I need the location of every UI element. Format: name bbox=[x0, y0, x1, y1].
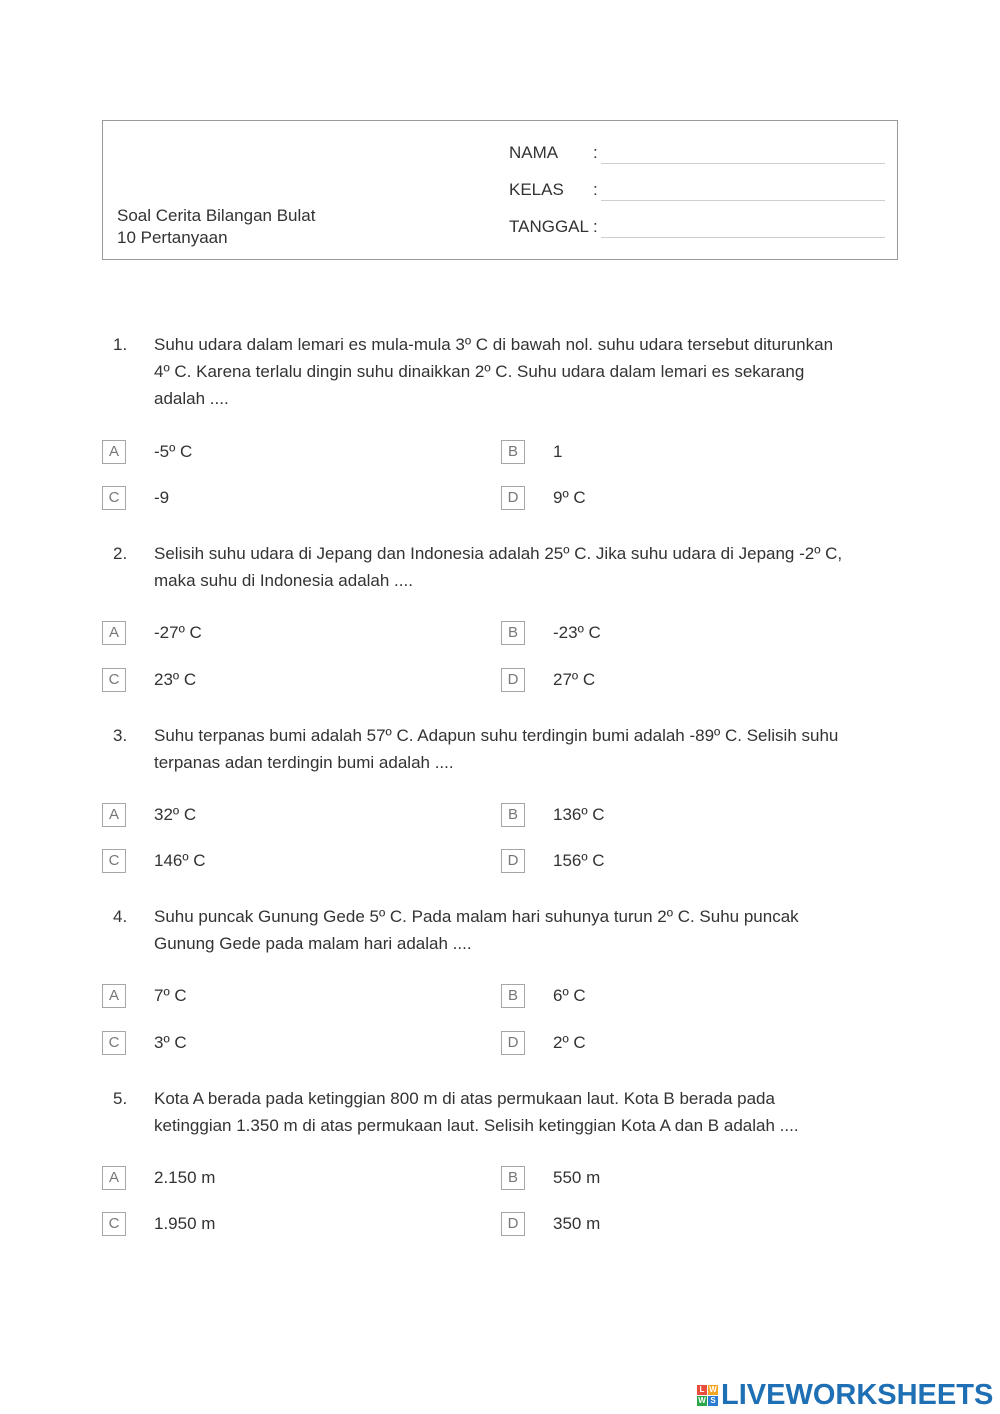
name-colon: : bbox=[593, 143, 598, 162]
question-number: 5. bbox=[113, 1089, 128, 1108]
question-line: adalah .... bbox=[154, 389, 229, 408]
question-text bbox=[154, 1085, 893, 1139]
option-letter-box[interactable]: B bbox=[501, 1166, 525, 1190]
mark-letter: L bbox=[697, 1385, 707, 1395]
option-text: -5º C bbox=[154, 442, 193, 461]
option-letter-box[interactable]: C bbox=[102, 849, 126, 873]
option-letter-box[interactable]: D bbox=[501, 486, 525, 510]
option-text: 1.950 m bbox=[154, 1214, 216, 1233]
option-text: 23º C bbox=[154, 670, 197, 689]
option-text: 550 m bbox=[553, 1168, 601, 1187]
question-text bbox=[154, 903, 893, 957]
option-letter-box[interactable]: A bbox=[102, 803, 126, 827]
option-letter-box[interactable]: B bbox=[501, 984, 525, 1008]
question-text bbox=[154, 331, 893, 412]
date-input-line[interactable] bbox=[601, 237, 885, 238]
option-text: 1 bbox=[553, 442, 563, 461]
question-4 bbox=[113, 903, 893, 957]
worksheet-title: Soal Cerita Bilangan Bulat bbox=[117, 206, 316, 225]
option-text: 6º C bbox=[553, 986, 586, 1005]
option-text: 27º C bbox=[553, 670, 596, 689]
worksheet-header bbox=[102, 120, 898, 260]
name-label: NAMA bbox=[509, 143, 559, 162]
question-number: 4. bbox=[113, 907, 128, 926]
option-letter-box[interactable]: A bbox=[102, 1166, 126, 1190]
option-text: 146º C bbox=[154, 851, 206, 870]
option-text: -23º C bbox=[553, 623, 601, 642]
question-line: maka suhu di Indonesia adalah .... bbox=[154, 571, 413, 590]
question-line: Suhu terpanas bumi adalah 57º C. Adapun suhu terdingin bumi adalah -89º C. Selisih suhu bbox=[154, 726, 839, 745]
option-letter-box[interactable]: D bbox=[501, 1212, 525, 1236]
option-letter-box[interactable]: B bbox=[501, 440, 525, 464]
option-text: -9 bbox=[154, 488, 170, 507]
mark-letter: W bbox=[709, 1384, 717, 1394]
option-letter-box[interactable]: D bbox=[501, 849, 525, 873]
question-5 bbox=[113, 1085, 893, 1139]
liveworksheets-logo-text: LIVEWORKSHEETS bbox=[721, 1379, 994, 1411]
question-line: Selisih suhu udara di Jepang dan Indonesia adalah 25º C. Jika suhu udara di Jepang -2º C, bbox=[154, 544, 843, 563]
worksheet-title-block bbox=[117, 205, 315, 249]
option-text: 156º C bbox=[553, 851, 605, 870]
option-letter-box[interactable]: C bbox=[102, 486, 126, 510]
question-line: 4º C. Karena terlalu dingin suhu dinaikkan 2º C. Suhu udara dalam lemari es sekarang bbox=[154, 362, 805, 381]
question-line: Kota A berada pada ketinggian 800 m di atas permukaan laut. Kota B berada pada bbox=[154, 1089, 775, 1108]
question-line: Suhu udara dalam lemari es mula-mula 3º C di bawah nol. suhu udara tersebut diturunkan bbox=[154, 335, 834, 354]
question-number: 3. bbox=[113, 726, 128, 745]
option-letter-box[interactable]: D bbox=[501, 1031, 525, 1055]
option-letter-box[interactable]: A bbox=[102, 621, 126, 645]
option-text: 32º C bbox=[154, 805, 197, 824]
mark-letter: W bbox=[698, 1395, 706, 1405]
option-text: 3º C bbox=[154, 1033, 187, 1052]
option-letter-box[interactable]: C bbox=[102, 1212, 126, 1236]
option-text: 7º C bbox=[154, 986, 187, 1005]
question-1 bbox=[113, 331, 893, 412]
option-letter-box[interactable]: B bbox=[501, 803, 525, 827]
option-text: 350 m bbox=[553, 1214, 601, 1233]
class-colon: : bbox=[593, 180, 598, 199]
question-line: ketinggian 1.350 m di atas permukaan laut. Selisih ketinggian Kota A dan B adalah .... bbox=[154, 1116, 799, 1135]
option-letter-box[interactable]: A bbox=[102, 984, 126, 1008]
name-input-line[interactable] bbox=[601, 163, 885, 164]
question-number: 2. bbox=[113, 544, 128, 563]
option-text: 9º C bbox=[553, 488, 586, 507]
question-text bbox=[154, 722, 893, 776]
question-text bbox=[154, 540, 893, 594]
liveworksheets-logo[interactable] bbox=[697, 1380, 993, 1410]
mark-letter: S bbox=[708, 1396, 718, 1406]
option-letter-box[interactable]: B bbox=[501, 621, 525, 645]
option-text: 136º C bbox=[553, 805, 605, 824]
class-input-line[interactable] bbox=[601, 200, 885, 201]
question-3 bbox=[113, 722, 893, 776]
option-letter-box[interactable]: C bbox=[102, 1031, 126, 1055]
question-number: 1. bbox=[113, 335, 128, 354]
class-label: KELAS bbox=[509, 180, 564, 199]
option-letter-box[interactable]: D bbox=[501, 668, 525, 692]
question-line: Suhu puncak Gunung Gede 5º C. Pada malam hari suhunya turun 2º C. Suhu puncak bbox=[154, 907, 799, 926]
question-line: Gunung Gede pada malam hari adalah .... bbox=[154, 934, 472, 953]
option-letter-box[interactable]: C bbox=[102, 668, 126, 692]
liveworksheets-mark-icon bbox=[697, 1385, 718, 1406]
question-2 bbox=[113, 540, 893, 594]
worksheet-subtitle: 10 Pertanyaan bbox=[117, 228, 228, 247]
option-text: 2º C bbox=[553, 1033, 586, 1052]
option-letter-box[interactable]: A bbox=[102, 440, 126, 464]
option-text: 2.150 m bbox=[154, 1168, 216, 1187]
question-line: terpanas adan terdingin bumi adalah .... bbox=[154, 753, 454, 772]
date-colon: : bbox=[593, 217, 598, 236]
date-label: TANGGAL bbox=[509, 217, 589, 236]
option-text: -27º C bbox=[154, 623, 202, 642]
